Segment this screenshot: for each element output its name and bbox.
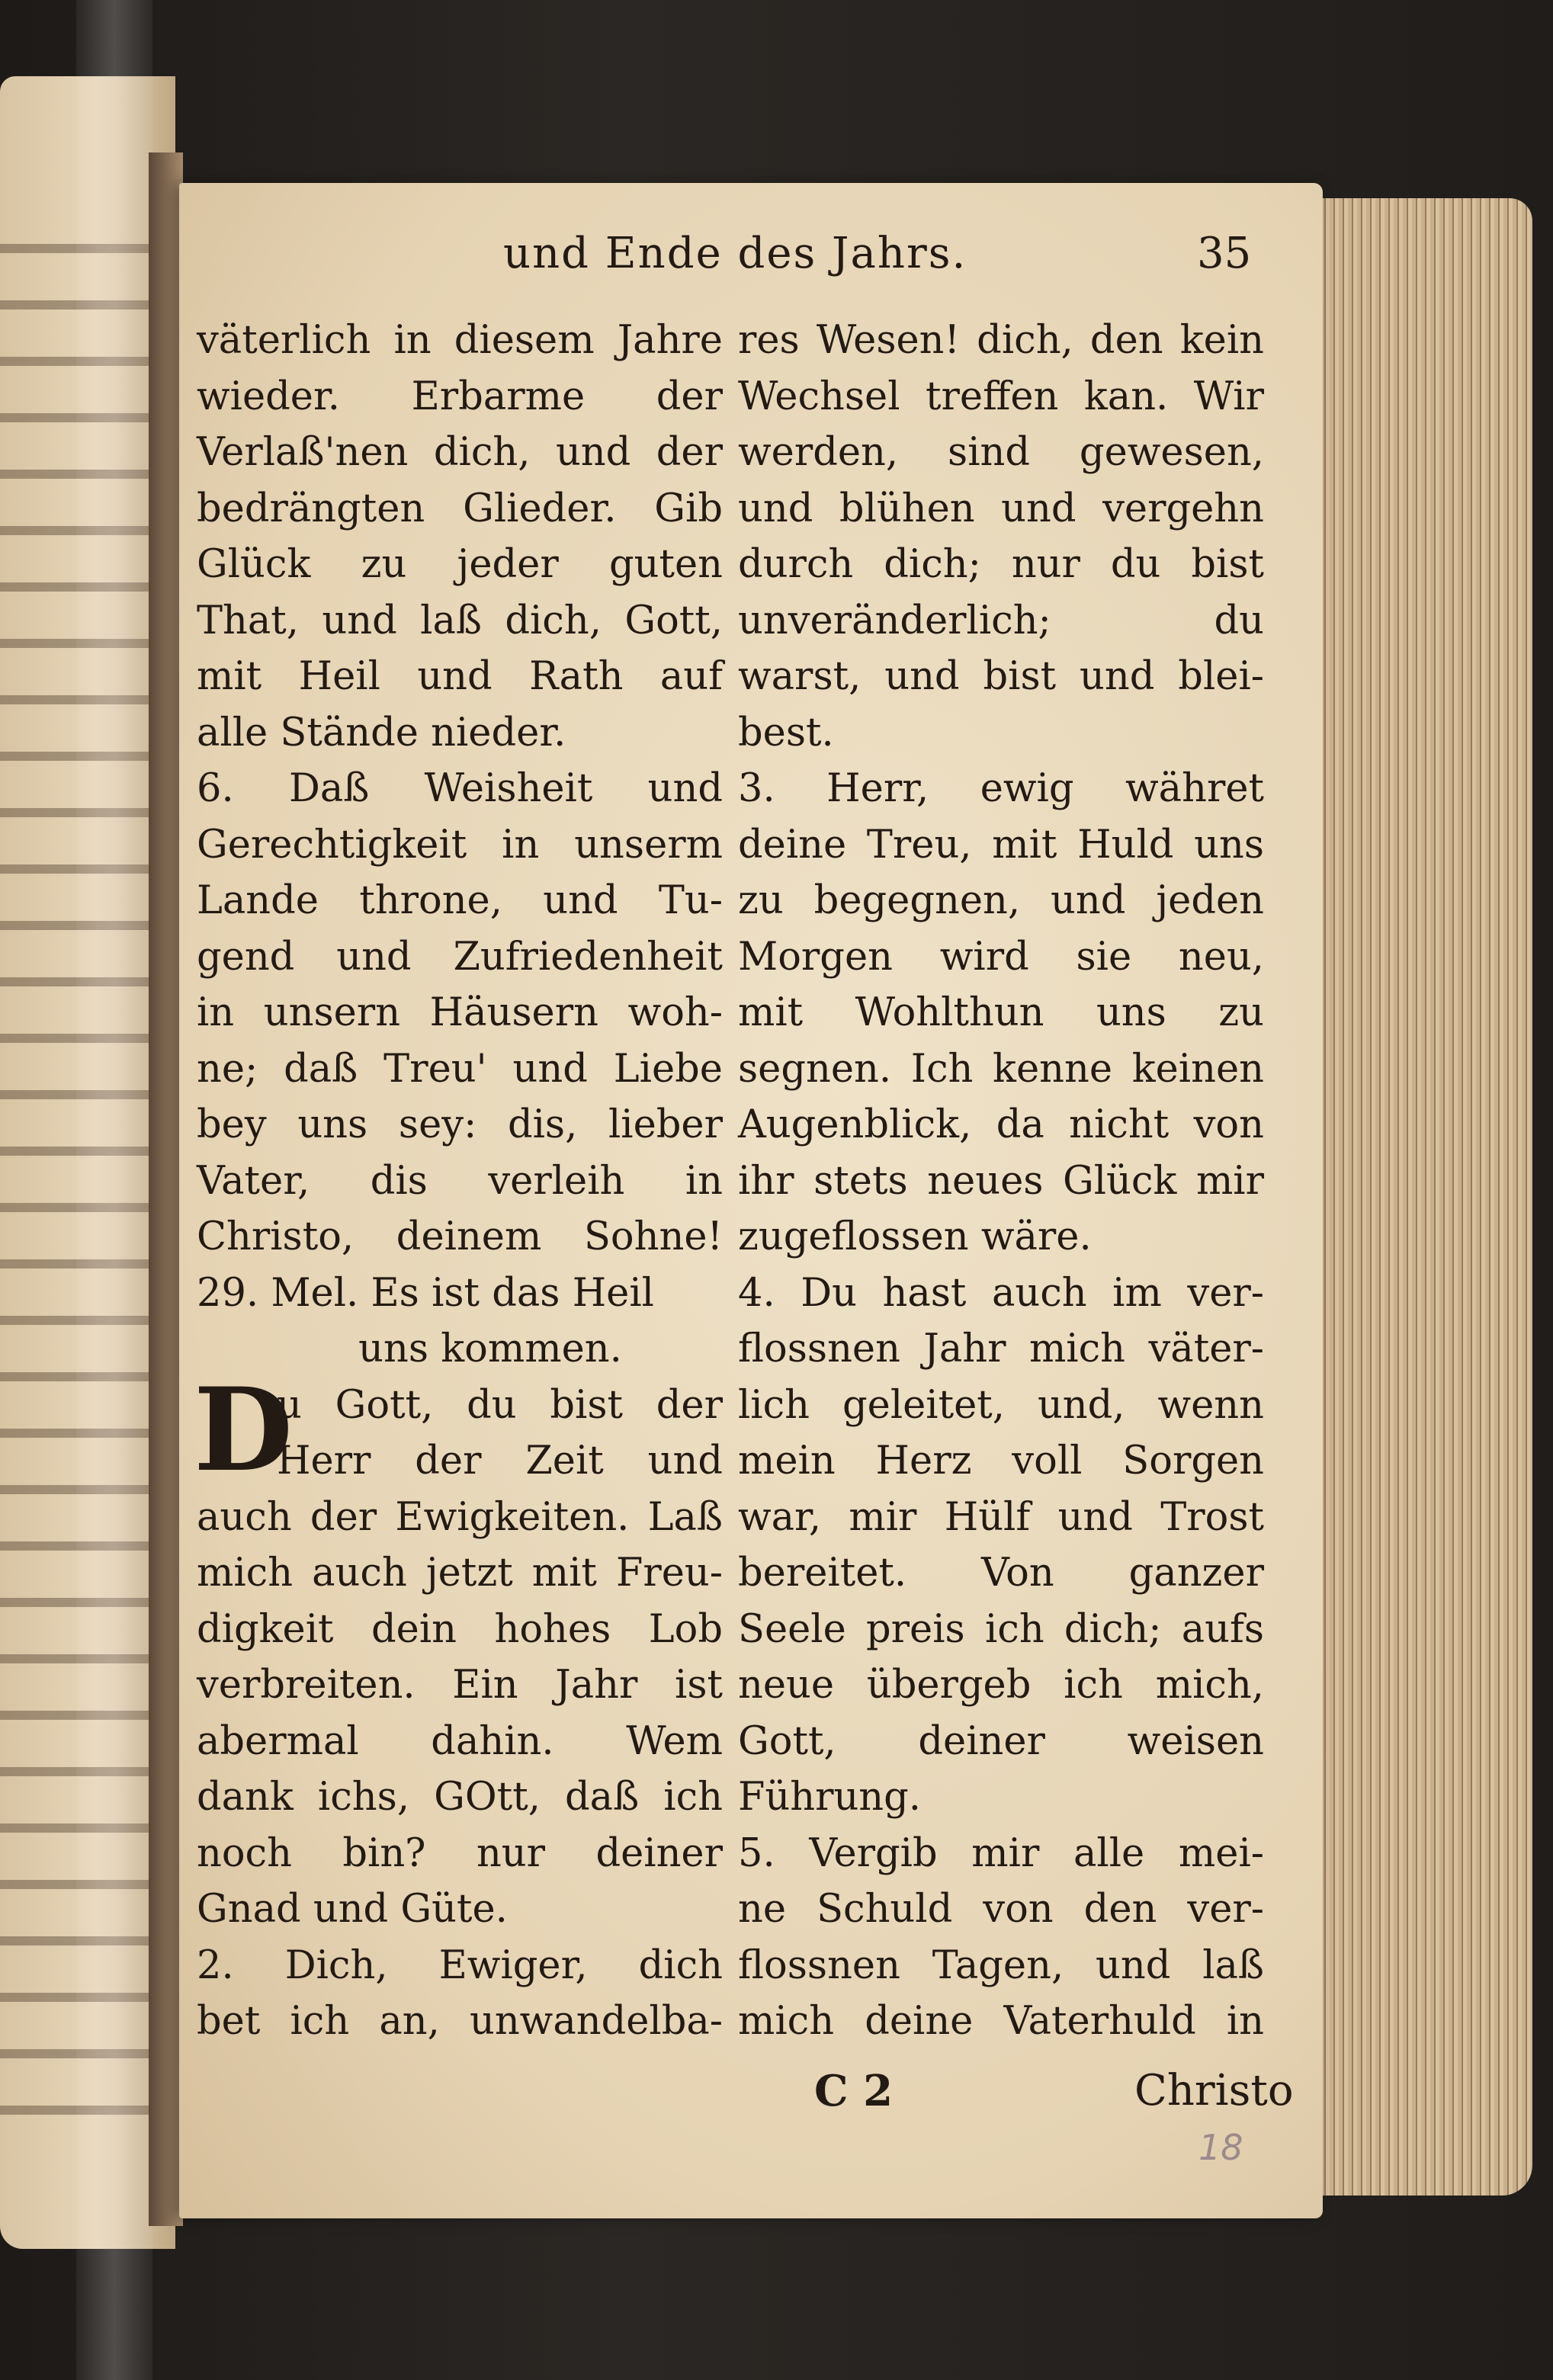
drop-capital: D — [194, 1362, 294, 1497]
text-line: Vater, dis verleih in — [197, 1158, 723, 1204]
text-line: Wechsel treffen kan. Wir — [738, 374, 1264, 419]
text-line: bedrängten Glieder. Gib — [197, 486, 723, 531]
text-line: zugeflossen wäre. — [738, 1214, 1092, 1259]
text-line: war, mir Hülf und Trost — [738, 1494, 1264, 1540]
text-line: unveränderlich; du — [738, 598, 1264, 643]
text-line: That, und laß dich, Gott, — [197, 598, 723, 643]
text-line: best. — [738, 710, 834, 755]
text-line: wieder. Erbarme der — [197, 374, 723, 419]
text-line: flossnen Jahr mich väter- — [738, 1326, 1264, 1371]
text-line: u Gott, du bist der — [277, 1382, 723, 1428]
text-line: Augenblick, da nicht von — [738, 1102, 1264, 1147]
left-column — [194, 313, 723, 2050]
catchword: Christo — [1134, 2066, 1294, 2115]
text-line: Führung. — [738, 1775, 922, 1820]
text-line: 3. Herr, ewig währet — [738, 766, 1264, 811]
book-gutter — [149, 152, 183, 2226]
text-line: mit Heil und Rath auf — [197, 654, 723, 699]
text-line: mich deine Vaterhuld in — [738, 1999, 1264, 2044]
text-line: abermal dahin. Wem — [197, 1718, 723, 1764]
text-line: Seele preis ich dich; aufs — [738, 1606, 1264, 1652]
text-line: väterlich in diesem Jahre — [197, 318, 723, 363]
text-line: mit Wohlthun uns zu — [738, 990, 1264, 1035]
signature-mark: C 2 — [814, 2066, 894, 2116]
text-line: bey uns sey: dis, lieber — [197, 1102, 723, 1147]
text-line: verbreiten. Ein Jahr ist — [197, 1663, 723, 1708]
text-line: gend und Zufriedenheit — [197, 934, 723, 980]
text-line: auch der Ewigkeiten. Laß — [197, 1494, 723, 1540]
glass-plate-reflection — [76, 0, 152, 2380]
text-line: ne Schuld von den ver- — [738, 1887, 1264, 1932]
text-line: zu begegnen, und jeden — [738, 878, 1264, 923]
text-line: deine Treu, mit Huld uns — [738, 822, 1264, 868]
text-line: flossnen Tagen, und laß — [738, 1942, 1264, 1988]
page-number: 35 — [1197, 229, 1252, 278]
text-line: segnen. Ich kenne keinen — [738, 1046, 1264, 1092]
text-line: dank ichs, GOtt, daß ich — [197, 1775, 723, 1820]
text-line: werden, sind gewesen, — [738, 430, 1264, 475]
text-line: res Wesen! dich, den kein — [738, 318, 1264, 363]
text-line: Morgen wird sie neu, — [738, 934, 1264, 980]
text-line: Christo, deinem Sohne! — [197, 1214, 723, 1259]
page-header — [503, 229, 1266, 290]
text-line: 4. Du hast auch im ver- — [738, 1270, 1264, 1316]
text-line: bereitet. Von ganzer — [738, 1551, 1264, 1596]
text-line: alle Stände nieder. — [197, 710, 566, 755]
right-column — [738, 313, 1264, 2050]
text-line: Glück zu jeder guten — [197, 542, 723, 587]
text-line: neue übergeb ich mich, — [738, 1663, 1264, 1708]
page-block-edge — [1311, 198, 1532, 2196]
text-line: ihr stets neues Glück mir — [738, 1158, 1264, 1204]
text-line: 5. Vergib mir alle mei- — [738, 1830, 1264, 1876]
running-head: und Ende des Jahrs. — [503, 229, 967, 278]
text-line: und blühen und vergehn — [738, 486, 1264, 531]
hymn-melody-continued: uns kommen. — [358, 1326, 622, 1371]
text-line: digkeit dein hohes Lob — [197, 1606, 723, 1652]
text-line: 6. Daß Weisheit und — [197, 766, 723, 811]
pencil-annotation: 18 — [1198, 2127, 1243, 2168]
text-line: ne; daß Treu' und Liebe — [197, 1046, 723, 1092]
text-line: noch bin? nur deiner — [197, 1830, 723, 1876]
text-line: Gott, deiner weisen — [738, 1718, 1264, 1764]
text-line: Verlaß'nen dich, und der — [197, 430, 723, 475]
text-line: Herr der Zeit und — [277, 1439, 723, 1483]
text-line: in unsern Häusern woh- — [197, 990, 723, 1035]
text-line: mein Herz voll Sorgen — [738, 1439, 1264, 1483]
hymn-number-melody: 29. Mel. Es ist das Heil — [197, 1270, 654, 1316]
text-line: Gerechtigkeit in unserm — [197, 822, 723, 868]
text-line: lich geleitet, und, wenn — [738, 1382, 1264, 1428]
text-line: durch dich; nur du bist — [738, 542, 1264, 587]
text-line: mich auch jetzt mit Freu- — [197, 1551, 723, 1596]
text-line: Gnad und Güte. — [197, 1887, 508, 1932]
text-line: bet ich an, unwandelba- — [197, 1999, 723, 2044]
text-line: 2. Dich, Ewiger, dich — [197, 1942, 723, 1988]
text-line: warst, und bist und blei- — [738, 654, 1264, 699]
text-line: Lande throne, und Tu- — [197, 878, 723, 923]
